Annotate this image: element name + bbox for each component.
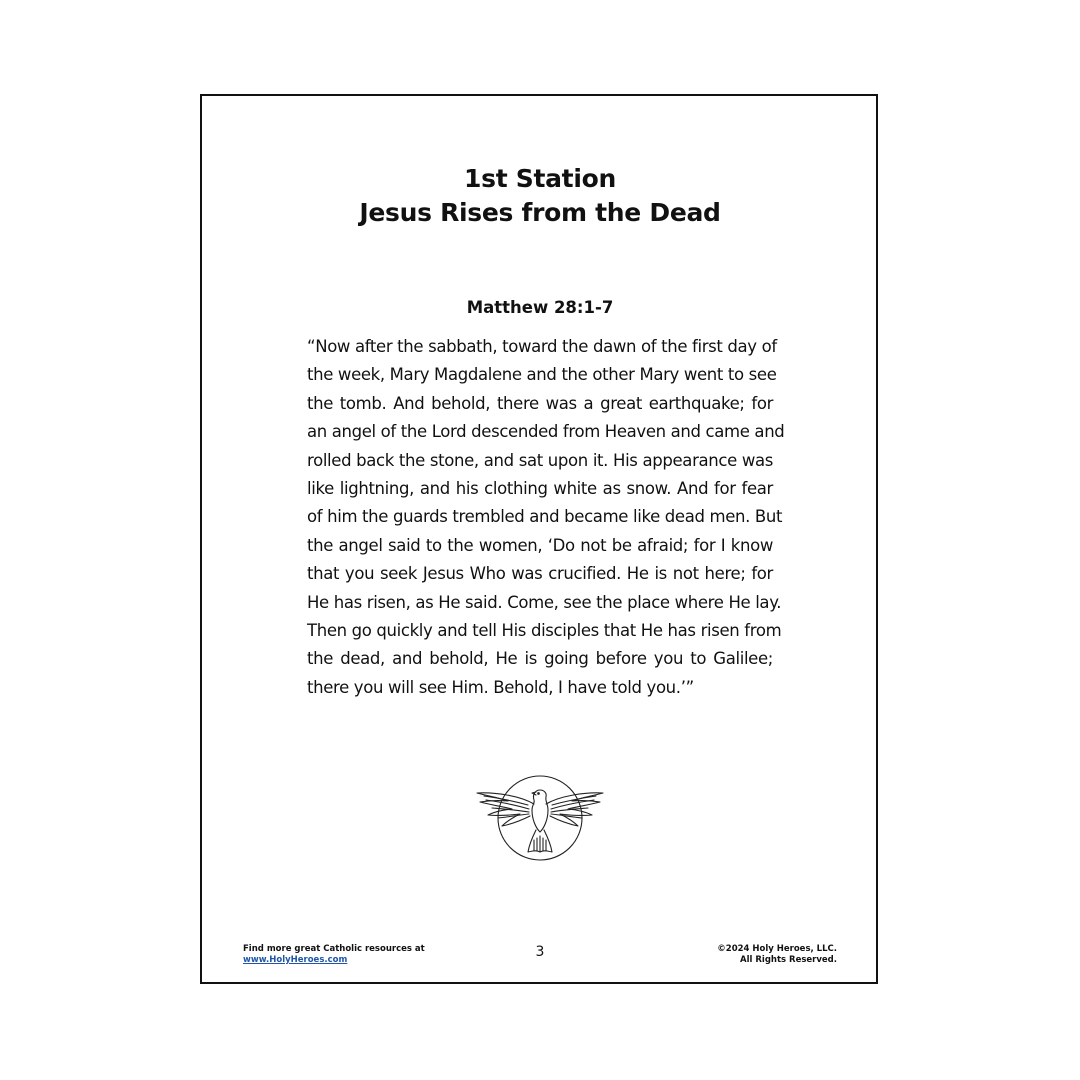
scripture-line: of him the guards trembled and became like dead men. But [307, 507, 783, 527]
scripture-line: the angel said to the women, ‘Do not be afraid; for I know [307, 535, 773, 555]
scripture-passage [307, 333, 785, 702]
page-title [0, 162, 1080, 230]
website-link[interactable]: www.HolyHeroes.com [243, 955, 348, 965]
station-title: Jesus Rises from the Dead [359, 198, 721, 227]
scripture-line: the dead, and behold, He is going before you to Galilee; [307, 649, 773, 669]
rights-text: All Rights Reserved. [740, 955, 837, 965]
page-number: 3 [535, 944, 545, 960]
scripture-line: He has risen, as He said. Come, see the place where He lay. [307, 592, 782, 612]
copyright-text: ©2024 Holy Heroes, LLC. [717, 944, 837, 954]
scripture-line: that you seek Jesus Who was crucified. He is not here; for [307, 564, 773, 584]
scripture-line: an angel of the Lord descended from Heaven and came and [307, 422, 785, 442]
scripture-reference: Matthew 28:1-7 [466, 298, 614, 317]
holy-spirit-dove-icon [474, 774, 606, 862]
scripture-line: “Now after the sabbath, toward the dawn of the first day of [307, 337, 777, 356]
scripture-line: the tomb. And behold, there was a great earthquake; for [307, 393, 773, 413]
scripture-line: Then go quickly and tell His disciples that He has risen from [307, 621, 782, 641]
scripture-line: like lightning, and his clothing white as snow. And for fear [307, 479, 773, 499]
footer-copyright [717, 944, 837, 966]
scripture-line: the week, Mary Magdalene and the other Mary went to see [307, 365, 777, 385]
footer-resources-text: Find more great Catholic resources at [243, 944, 425, 954]
station-number: 1st Station [464, 164, 616, 193]
scripture-line: rolled back the stone, and sat upon it. His appearance was [307, 450, 773, 470]
scripture-line: there you will see Him. Behold, I have told you.’” [307, 677, 694, 697]
